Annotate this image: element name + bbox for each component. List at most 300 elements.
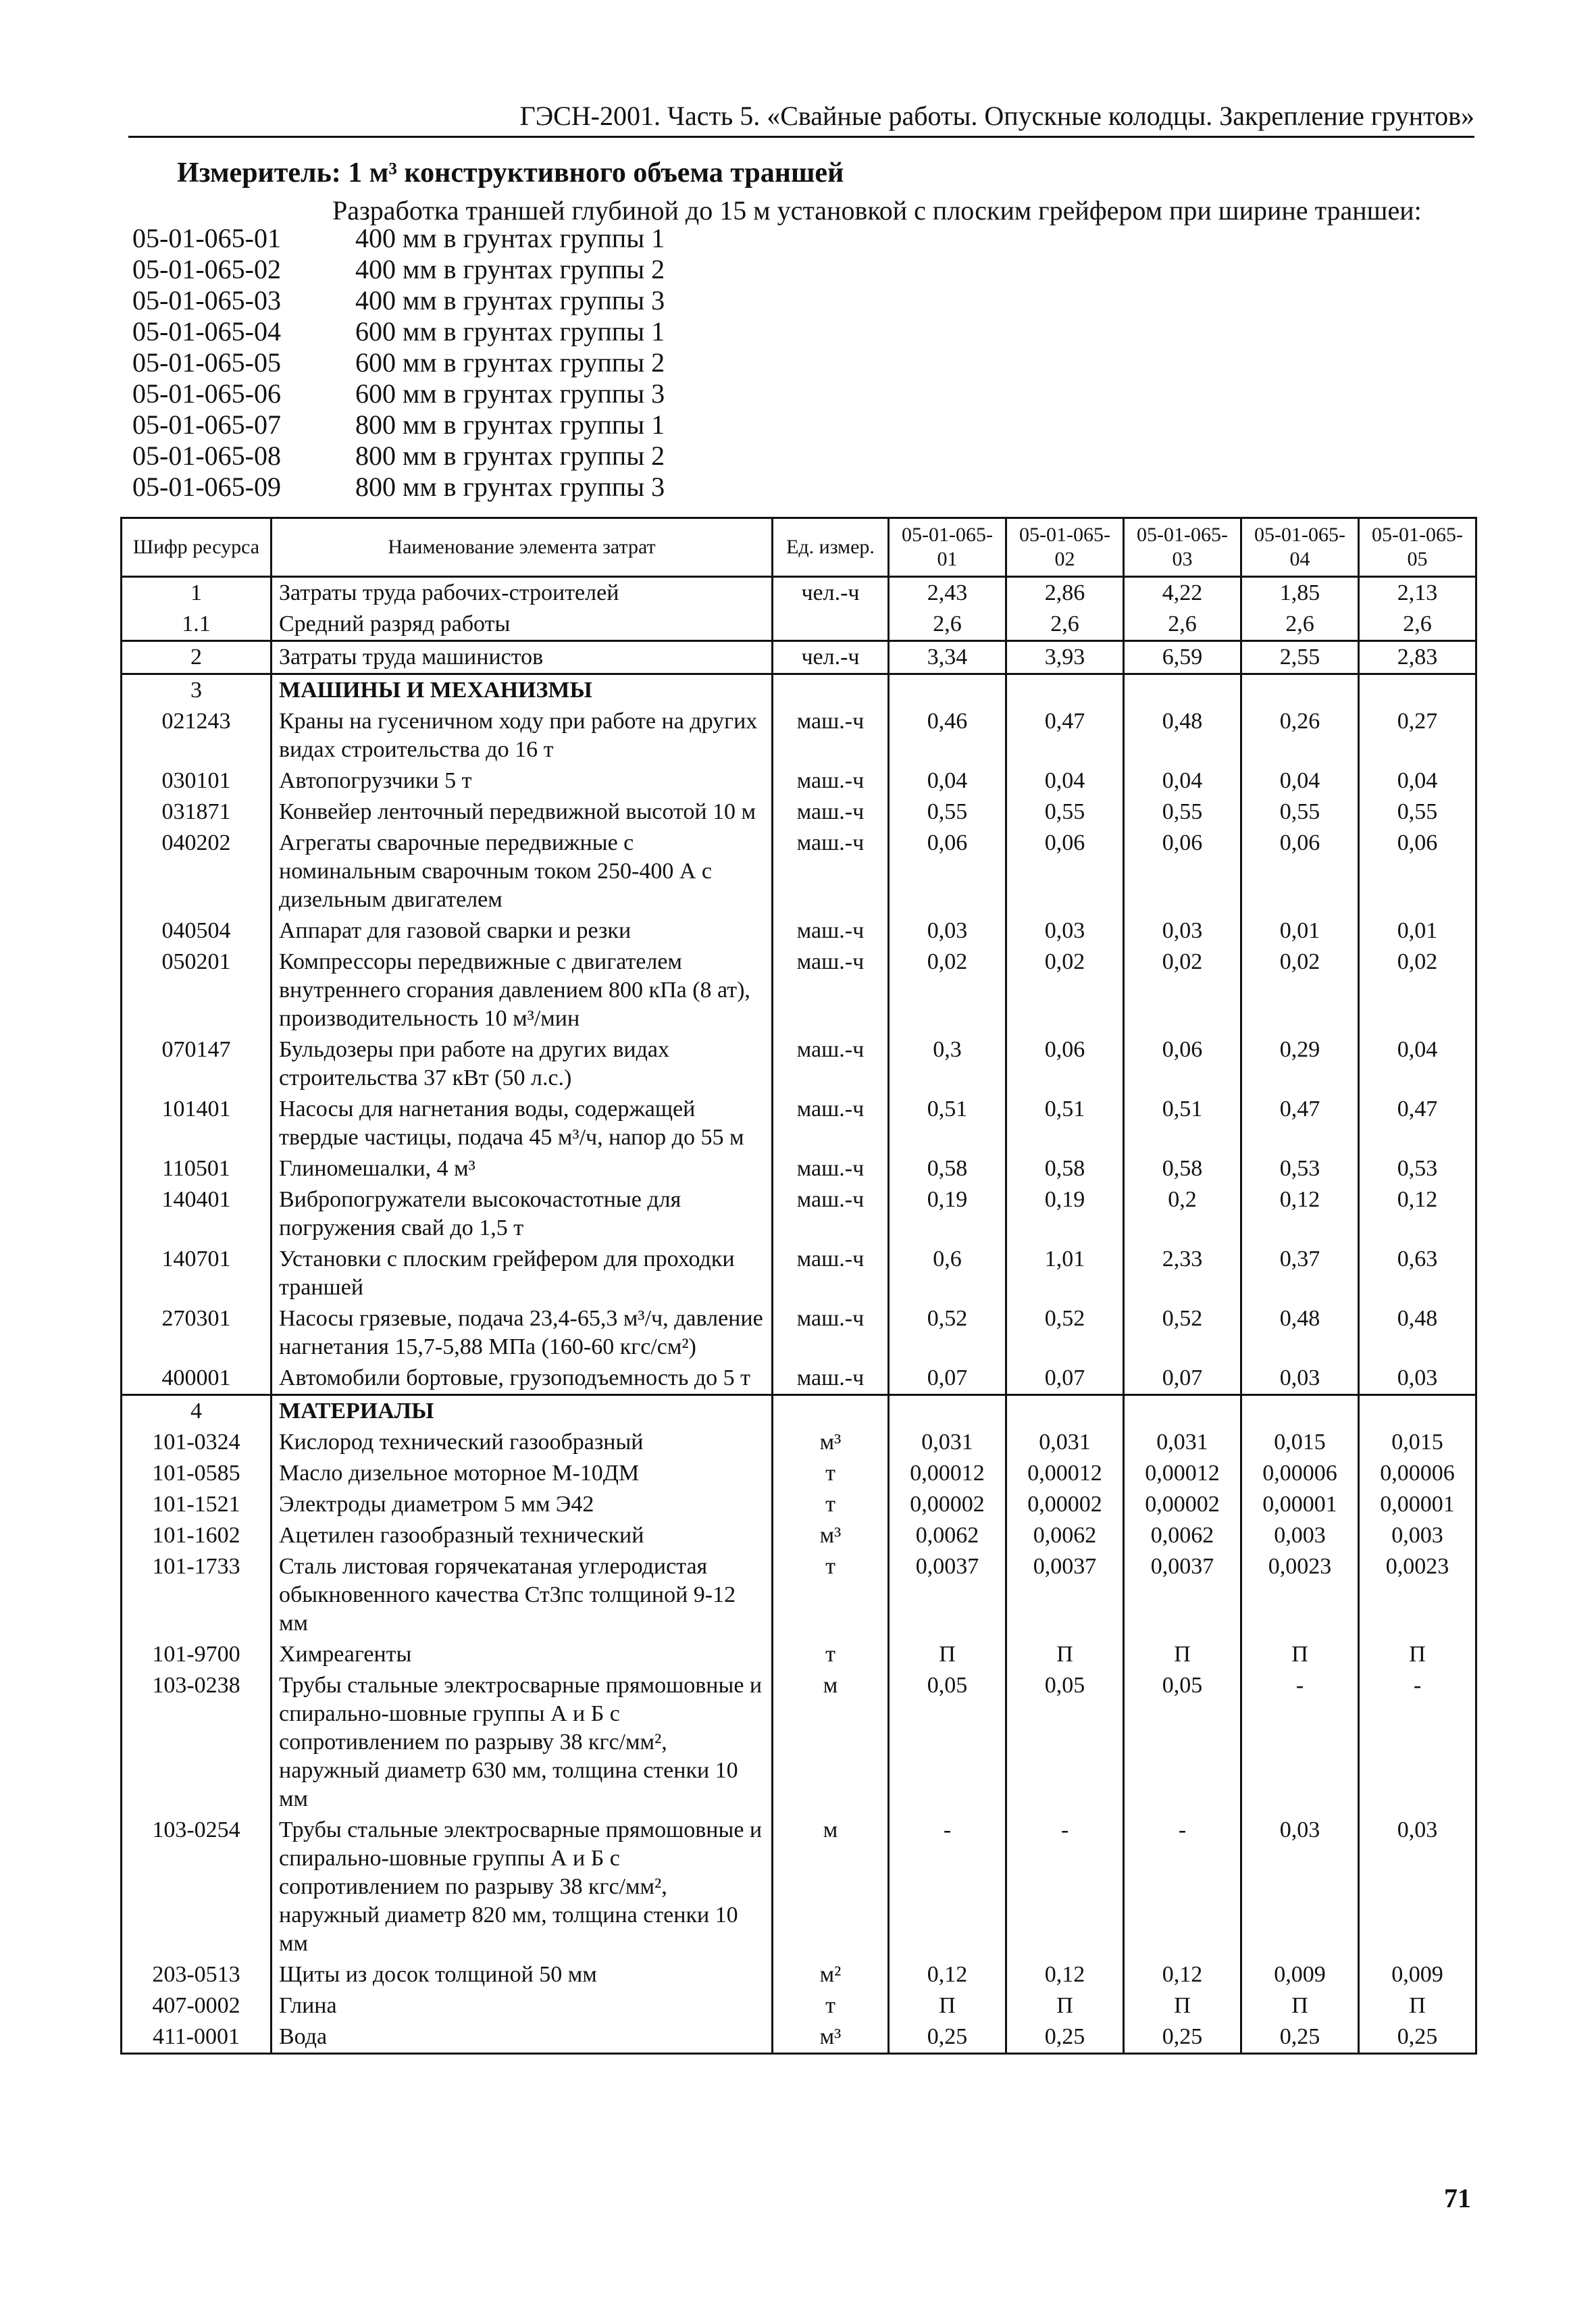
cell-value: 0,29 [1241,1034,1359,1094]
table-row [122,609,1476,641]
cell-code: 101401 [122,1094,272,1153]
cell-value: - [1241,1670,1359,1815]
cell-code: 103-0254 [122,1815,272,1959]
code-list-item [132,347,665,378]
table-row [122,1395,1476,1428]
table-row [122,706,1476,765]
cell-value: 0,031 [1006,1427,1124,1458]
cell-value: 0,06 [889,828,1006,915]
cell-code: 3 [122,674,272,707]
code-list-item [132,472,665,503]
cell-value: 0,04 [1359,765,1476,797]
cell-value: 3,34 [889,641,1006,674]
cell-unit: м² [773,1959,889,1990]
cell-value: 0,0062 [889,1520,1006,1551]
code-list-code: 05-01-065-02 [132,254,281,284]
page-number: 71 [1444,2183,1471,2213]
cell-value: - [889,1815,1006,1959]
cell-code: 070147 [122,1034,272,1094]
table-row [122,1244,1476,1303]
cell-code: 101-1733 [122,1551,272,1639]
cell-code: 270301 [122,1303,272,1363]
header-col-2: 05-01-065-02 [1006,518,1124,577]
code-list-code: 05-01-065-01 [132,223,281,253]
table-row [122,1551,1476,1639]
cell-value: - [1006,1815,1124,1959]
cell-value: 2,6 [1006,609,1124,641]
code-list-text: 600 мм в грунтах группы 1 [355,316,665,347]
cell-value: 0,031 [889,1427,1006,1458]
cell-name: Глиномешалки, 4 м³ [272,1153,773,1184]
cell-value: 0,06 [1124,1034,1241,1094]
cell-value: П [1359,1990,1476,2021]
table-row [122,1815,1476,1959]
code-list-text: 800 мм в грунтах группы 1 [355,409,665,440]
cell-unit [773,1395,889,1428]
cell-value: 0,27 [1359,706,1476,765]
measure-unit: Измеритель: 1 м³ конструктивного объема траншей [177,157,844,188]
cell-value: 2,83 [1359,641,1476,674]
table-row [122,641,1476,674]
cell-name: Установки с плоским грейфером для проходки траншей [272,1244,773,1303]
cell-value: 0,00006 [1241,1458,1359,1489]
cell-value: 2,6 [1124,609,1241,641]
cell-value: 0,015 [1359,1427,1476,1458]
cell-value: 0,53 [1359,1153,1476,1184]
table-row [122,1670,1476,1815]
cell-value: 0,04 [1124,765,1241,797]
cell-value [889,674,1006,707]
cell-unit: маш.-ч [773,1244,889,1303]
table-row [122,765,1476,797]
code-list-code: 05-01-065-05 [132,347,281,378]
cell-code: 021243 [122,706,272,765]
cell-value [1359,1395,1476,1428]
cell-unit: т [773,1489,889,1520]
cell-name: Трубы стальные электросварные прямошовные и спирально-шовные группы А и Б с сопротивлением по разрыву 38 кгс/мм², наружный диаметр 820 мм, толщина стенки 10 мм [272,1815,773,1959]
cell-value: 0,19 [1006,1184,1124,1244]
cell-unit: маш.-ч [773,915,889,947]
cell-value: 0,47 [1006,706,1124,765]
cell-name: Насосы для нагнетания воды, содержащей твердые частицы, подача 45 м³/ч, напор до 55 м [272,1094,773,1153]
cell-value: 0,07 [1006,1363,1124,1395]
cell-unit: маш.-ч [773,1034,889,1094]
cell-code: 040202 [122,828,272,915]
cell-value: 0,03 [1241,1363,1359,1395]
cell-name: Ацетилен газообразный технический [272,1520,773,1551]
cell-value: 0,26 [1241,706,1359,765]
cell-code: 400001 [122,1363,272,1395]
table-row [122,1034,1476,1094]
cell-value: 0,015 [1241,1427,1359,1458]
cell-value: 3,93 [1006,641,1124,674]
cell-value: 1,01 [1006,1244,1124,1303]
cell-code: 031871 [122,797,272,828]
cell-value: 0,00001 [1359,1489,1476,1520]
cell-value: 0,48 [1359,1303,1476,1363]
table-row [122,1094,1476,1153]
cell-value: 0,12 [1124,1959,1241,1990]
table-row [122,1184,1476,1244]
cell-unit: маш.-ч [773,1363,889,1395]
cell-value: 0,51 [889,1094,1006,1153]
cell-value: 0,02 [889,947,1006,1034]
cell-code: 110501 [122,1153,272,1184]
header-name: Наименование элемента затрат [272,518,773,577]
cell-value: 0,47 [1241,1094,1359,1153]
cell-value: 0,00002 [1006,1489,1124,1520]
cell-unit: м [773,1670,889,1815]
cell-unit [773,609,889,641]
cell-value: 0,55 [1241,797,1359,828]
resource-table [120,517,1477,2055]
cell-code: 2 [122,641,272,674]
cell-value: 0,0023 [1241,1551,1359,1639]
cell-value: П [1006,1639,1124,1670]
cell-value: 0,00001 [1241,1489,1359,1520]
cell-value: 0,55 [1124,797,1241,828]
cell-value: 0,51 [1006,1094,1124,1153]
cell-unit: т [773,1551,889,1639]
cell-unit: м [773,1815,889,1959]
cell-value: П [1241,1990,1359,2021]
header-code: Шифр ресурса [122,518,272,577]
cell-value: 1,85 [1241,577,1359,609]
cell-name: Химреагенты [272,1639,773,1670]
cell-value: 0,58 [1124,1153,1241,1184]
cell-value: 0,0062 [1124,1520,1241,1551]
cell-value: 0,05 [1124,1670,1241,1815]
cell-value: 0,00012 [889,1458,1006,1489]
header-col-3: 05-01-065-03 [1124,518,1241,577]
table-row [122,1458,1476,1489]
cell-unit: м³ [773,1520,889,1551]
cell-value: П [889,1639,1006,1670]
cell-value: 0,0062 [1006,1520,1124,1551]
cell-value: 2,13 [1359,577,1476,609]
cell-value: 0,53 [1241,1153,1359,1184]
cell-name: Глина [272,1990,773,2021]
cell-value: 0,58 [889,1153,1006,1184]
table-row [122,1990,1476,2021]
cell-code: 407-0002 [122,1990,272,2021]
cell-name: Вибропогружатели высокочастотные для погружения свай до 1,5 т [272,1184,773,1244]
cell-value: 0,0023 [1359,1551,1476,1639]
cell-name: Масло дизельное моторное М-10ДМ [272,1458,773,1489]
cell-unit: маш.-ч [773,828,889,915]
cell-name: Агрегаты сварочные передвижные с номинальным сварочным током 250-400 А с дизельным двигателем [272,828,773,915]
cell-value: П [889,1990,1006,2021]
page-header: ГЭСН-2001. Часть 5. «Свайные работы. Опускные колодцы. Закрепление грунтов» [128,100,1474,138]
cell-value: 0,2 [1124,1184,1241,1244]
cell-value: 0,06 [1359,828,1476,915]
table-row [122,1959,1476,1990]
cell-value: 0,47 [1359,1094,1476,1153]
cell-value: 0,51 [1124,1094,1241,1153]
cell-name: Вода [272,2021,773,2054]
cell-value: 0,12 [1359,1184,1476,1244]
table-row [122,947,1476,1034]
cell-value: 2,6 [889,609,1006,641]
cell-value: 0,04 [1006,765,1124,797]
cell-unit: м³ [773,2021,889,2054]
cell-value: 0,00006 [1359,1458,1476,1489]
cell-value: 0,03 [1124,915,1241,947]
cell-value: 0,0037 [1124,1551,1241,1639]
cell-unit [773,674,889,707]
cell-unit: м³ [773,1427,889,1458]
cell-name: Затраты труда машинистов [272,641,773,674]
cell-value: 2,55 [1241,641,1359,674]
cell-value: 0,00002 [1124,1489,1241,1520]
table-row [122,1520,1476,1551]
code-list-text: 400 мм в грунтах группы 2 [355,254,665,284]
cell-value: 2,33 [1124,1244,1241,1303]
cell-value: 0,07 [889,1363,1006,1395]
table-header-row [122,518,1476,577]
cell-value: 0,55 [1006,797,1124,828]
cell-value: 2,6 [1359,609,1476,641]
cell-value: 0,03 [889,915,1006,947]
cell-code: 101-0324 [122,1427,272,1458]
cell-value: 0,25 [1241,2021,1359,2054]
cell-value: П [1006,1990,1124,2021]
cell-unit: маш.-ч [773,1094,889,1153]
cell-value: 0,55 [889,797,1006,828]
table-row [122,915,1476,947]
code-list-text: 400 мм в грунтах группы 3 [355,285,665,316]
table-row [122,1303,1476,1363]
cell-value: 0,25 [1006,2021,1124,2054]
cell-value: 0,52 [1006,1303,1124,1363]
cell-code: 040504 [122,915,272,947]
cell-name: Конвейер ленточный передвижной высотой 10 м [272,797,773,828]
cell-unit: т [773,1990,889,2021]
cell-name: Автопогрузчики 5 т [272,765,773,797]
cell-value: 0,0037 [1006,1551,1124,1639]
cell-value: 0,52 [889,1303,1006,1363]
table-row [122,674,1476,707]
cell-value: - [1359,1670,1476,1815]
code-list-text: 600 мм в грунтах группы 3 [355,378,665,409]
code-list-item [132,223,665,254]
code-list-code: 05-01-065-07 [132,409,281,440]
cell-value: 0,37 [1241,1244,1359,1303]
cell-name: Щиты из досок толщиной 50 мм [272,1959,773,1990]
cell-value: 0,03 [1359,1815,1476,1959]
cell-unit: чел.-ч [773,641,889,674]
cell-value [1006,674,1124,707]
cell-name: Насосы грязевые, подача 23,4-65,3 м³/ч, давление нагнетания 15,7-5,88 МПа (160-60 кгс/см²) [272,1303,773,1363]
cell-code: 4 [122,1395,272,1428]
cell-value: П [1124,1639,1241,1670]
code-list-item [132,441,665,472]
cell-value: 0,12 [1241,1184,1359,1244]
cell-value: 0,48 [1241,1303,1359,1363]
code-list-item [132,378,665,409]
cell-value: 0,02 [1006,947,1124,1034]
cell-name: Краны на гусеничном ходу при работе на других видах строительства до 16 т [272,706,773,765]
work-description: Разработка траншей глубиной до 15 м установкой с плоским грейфером при ширине траншеи: [332,195,1422,226]
cell-name: Кислород технический газообразный [272,1427,773,1458]
cell-unit: т [773,1639,889,1670]
code-list-text: 800 мм в грунтах группы 2 [355,441,665,471]
cell-name: Сталь листовая горячекатаная углеродистая обыкновенного качества Ст3пс толщиной 9-12 мм [272,1551,773,1639]
cell-name: Средний разряд работы [272,609,773,641]
cell-value: 0,63 [1359,1244,1476,1303]
cell-value: 0,25 [1359,2021,1476,2054]
cell-value: 0,031 [1124,1427,1241,1458]
cell-value: 0,25 [1124,2021,1241,2054]
cell-value: 0,05 [889,1670,1006,1815]
cell-name: Компрессоры передвижные с двигателем внутреннего сгорания давлением 800 кПа (8 ат), производительность 10 м³/мин [272,947,773,1034]
cell-value: 0,00002 [889,1489,1006,1520]
cell-value: 4,22 [1124,577,1241,609]
cell-name: Аппарат для газовой сварки и резки [272,915,773,947]
cell-code: 140401 [122,1184,272,1244]
cell-value: 0,58 [1006,1153,1124,1184]
cell-value: 0,03 [1359,1363,1476,1395]
cell-value: 0,6 [889,1244,1006,1303]
cell-code: 203-0513 [122,1959,272,1990]
code-list-text: 600 мм в грунтах группы 2 [355,347,665,378]
cell-value: 0,06 [1006,1034,1124,1094]
cell-code: 101-1521 [122,1489,272,1520]
code-list [132,223,665,503]
code-list-code: 05-01-065-03 [132,285,281,316]
cell-value: 0,0037 [889,1551,1006,1639]
cell-value: 0,02 [1241,947,1359,1034]
cell-unit: чел.-ч [773,577,889,609]
code-list-item [132,316,665,347]
cell-value: 0,02 [1359,947,1476,1034]
cell-value [1124,1395,1241,1428]
cell-value: 0,06 [1124,828,1241,915]
cell-unit: маш.-ч [773,947,889,1034]
cell-value: 0,3 [889,1034,1006,1094]
cell-value [889,1395,1006,1428]
table-row [122,1489,1476,1520]
code-list-code: 05-01-065-08 [132,441,281,471]
cell-value: 0,003 [1241,1520,1359,1551]
cell-value: П [1124,1990,1241,2021]
header-col-4: 05-01-065-04 [1241,518,1359,577]
cell-name: Электроды диаметром 5 мм Э42 [272,1489,773,1520]
cell-value: 0,52 [1124,1303,1241,1363]
cell-value: 0,12 [889,1959,1006,1990]
cell-value: 0,12 [1006,1959,1124,1990]
cell-value: 2,43 [889,577,1006,609]
cell-value: 0,01 [1359,915,1476,947]
cell-name: Трубы стальные электросварные прямошовные и спирально-шовные группы А и Б с сопротивлением по разрыву 38 кгс/мм², наружный диаметр 630 мм, толщина стенки 10 мм [272,1670,773,1815]
code-list-item [132,285,665,316]
cell-code: 030101 [122,765,272,797]
code-list-text: 800 мм в грунтах группы 3 [355,472,665,502]
cell-value: П [1359,1639,1476,1670]
cell-value: 2,6 [1241,609,1359,641]
cell-code: 411-0001 [122,2021,272,2054]
cell-value [1124,674,1241,707]
table-row [122,797,1476,828]
cell-value: 0,07 [1124,1363,1241,1395]
cell-code: 1.1 [122,609,272,641]
cell-value: 0,003 [1359,1520,1476,1551]
cell-value: 0,25 [889,2021,1006,2054]
table-row [122,577,1476,609]
cell-name: МАШИНЫ И МЕХАНИЗМЫ [272,674,773,707]
cell-value: 0,009 [1241,1959,1359,1990]
table-row [122,1427,1476,1458]
cell-value: П [1241,1639,1359,1670]
cell-code: 050201 [122,947,272,1034]
header-col-5: 05-01-065-05 [1359,518,1476,577]
cell-value: 0,00012 [1006,1458,1124,1489]
code-list-item [132,409,665,441]
cell-value: 0,04 [1241,765,1359,797]
cell-unit: маш.-ч [773,706,889,765]
cell-code: 140701 [122,1244,272,1303]
cell-value: 2,86 [1006,577,1124,609]
header-col-1: 05-01-065-01 [889,518,1006,577]
cell-value: 0,04 [889,765,1006,797]
cell-value: 0,05 [1006,1670,1124,1815]
cell-value [1006,1395,1124,1428]
cell-name: Бульдозеры при работе на других видах строительства 37 кВт (50 л.с.) [272,1034,773,1094]
code-list-text: 400 мм в грунтах группы 1 [355,223,665,253]
cell-code: 103-0238 [122,1670,272,1815]
cell-value: 0,01 [1241,915,1359,947]
cell-code: 101-0585 [122,1458,272,1489]
cell-value: 6,59 [1124,641,1241,674]
cell-code: 101-1602 [122,1520,272,1551]
cell-unit: т [773,1458,889,1489]
code-list-code: 05-01-065-06 [132,378,281,409]
cell-name: МАТЕРИАЛЫ [272,1395,773,1428]
cell-unit: маш.-ч [773,1153,889,1184]
cell-unit: маш.-ч [773,765,889,797]
cell-value: 0,55 [1359,797,1476,828]
table-row [122,1639,1476,1670]
cell-name: Затраты труда рабочих-строителей [272,577,773,609]
cell-value [1241,674,1359,707]
cell-name: Автомобили бортовые, грузоподъемность до 5 т [272,1363,773,1395]
cell-value [1241,1395,1359,1428]
cell-value: 0,46 [889,706,1006,765]
cell-value: - [1124,1815,1241,1959]
cell-value: 0,04 [1359,1034,1476,1094]
cell-value: 0,00012 [1124,1458,1241,1489]
cell-value: 0,03 [1006,915,1124,947]
cell-value: 0,06 [1006,828,1124,915]
cell-code: 1 [122,577,272,609]
cell-value: 0,02 [1124,947,1241,1034]
cell-value: 0,009 [1359,1959,1476,1990]
cell-unit: маш.-ч [773,1184,889,1244]
cell-unit: маш.-ч [773,797,889,828]
cell-value [1359,674,1476,707]
cell-value: 0,06 [1241,828,1359,915]
cell-value: 0,19 [889,1184,1006,1244]
code-list-code: 05-01-065-04 [132,316,281,347]
code-list-item [132,254,665,285]
cell-code: 101-9700 [122,1639,272,1670]
table-row [122,1153,1476,1184]
table-row [122,828,1476,915]
table-row [122,2021,1476,2054]
header-unit: Ед. измер. [773,518,889,577]
cell-unit: маш.-ч [773,1303,889,1363]
cell-value: 0,03 [1241,1815,1359,1959]
